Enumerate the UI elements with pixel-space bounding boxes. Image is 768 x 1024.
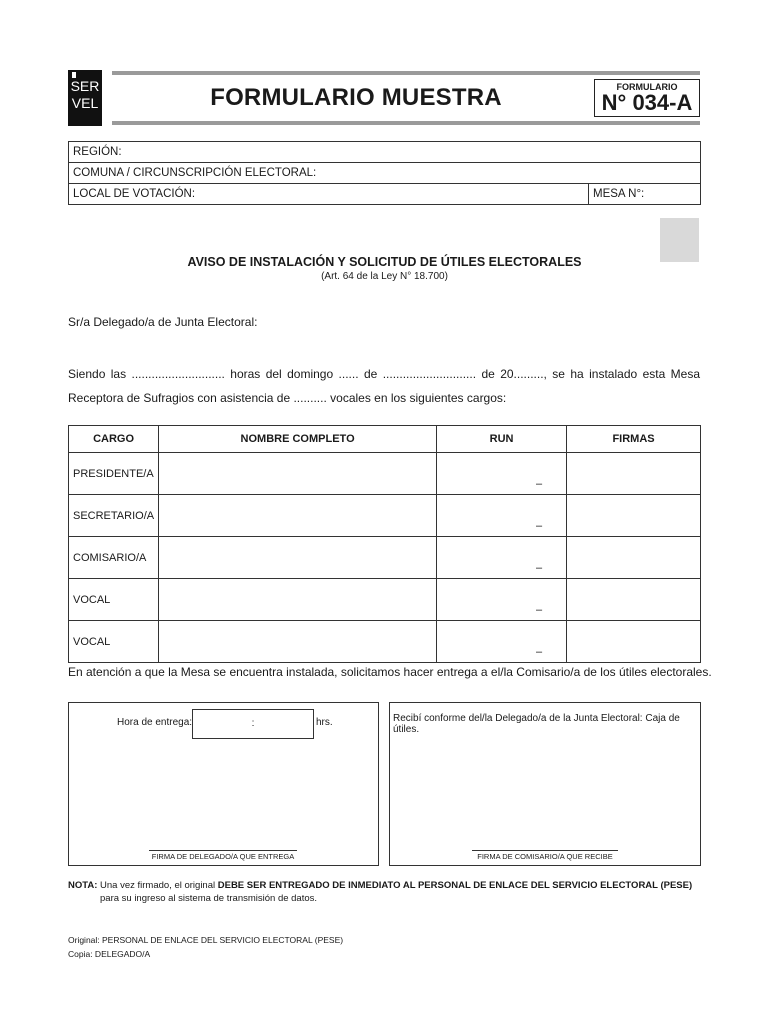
- nombre-cell[interactable]: [159, 621, 437, 663]
- col-run: RUN: [437, 426, 567, 453]
- run-cell[interactable]: –: [437, 495, 567, 537]
- logo-line1: SER: [70, 78, 100, 94]
- form-number: N° 034-A: [601, 90, 693, 115]
- nombre-cell[interactable]: [159, 537, 437, 579]
- header-rule-top: [112, 71, 700, 75]
- nota-bold: DEBE SER ENTREGADO DE INMEDIATO AL PERSONAL DE ENLACE DEL SERVICIO ELECTORAL (PESE): [217, 880, 693, 891]
- firma-cell[interactable]: [567, 453, 701, 495]
- hrs-label: hrs.: [316, 717, 333, 728]
- firma-cell[interactable]: [567, 621, 701, 663]
- table-row: [69, 453, 701, 495]
- nombre-cell[interactable]: [159, 579, 437, 621]
- firma-cell[interactable]: [567, 537, 701, 579]
- installation-paragraph: Siendo las ............................ horas del domingo ...... de ............................ de 20........., se ha instalado esta Mesa Receptora de Sufragios con asistencia de .......... vocales en los siguientes cargos:: [68, 367, 700, 405]
- location-info-table: [68, 141, 701, 205]
- request-text: En atención a que la Mesa se encuentra instalada, solicitamos hacer entrega a el/la Comisario/a de los útiles electorales.: [68, 665, 712, 679]
- servel-logo: [68, 70, 102, 126]
- section-subheading: (Art. 64 de la Ley N° 18.700): [321, 271, 448, 282]
- cargo-cell: VOCAL: [69, 579, 159, 621]
- comuna-field[interactable]: COMUNA / CIRCUNSCRIPCIÓN ELECTORAL:: [69, 163, 701, 184]
- section-heading: AVISO DE INSTALACIÓN Y SOLICITUD DE ÚTILES ELECTORALES: [187, 255, 582, 269]
- nota: [68, 879, 708, 905]
- table-row: [69, 495, 701, 537]
- header-rule-bottom: [112, 121, 700, 125]
- page-title: FORMULARIO MUESTRA: [210, 84, 502, 111]
- firma-cell[interactable]: [567, 579, 701, 621]
- run-cell[interactable]: –: [437, 579, 567, 621]
- hora-input[interactable]: :: [192, 709, 314, 739]
- footer-copia: Copia: DELEGADO/A: [68, 949, 151, 959]
- local-field[interactable]: LOCAL DE VOTACIÓN:: [69, 184, 589, 205]
- col-cargo: CARGO: [69, 426, 159, 453]
- run-cell[interactable]: –: [437, 453, 567, 495]
- region-field[interactable]: REGIÓN:: [69, 142, 701, 163]
- table-row: [69, 537, 701, 579]
- delivery-box: [68, 702, 379, 866]
- cargo-cell: COMISARIO/A: [69, 537, 159, 579]
- table-row: [69, 621, 701, 663]
- signature-line-delegado[interactable]: FIRMA DE DELEGADO/A QUE ENTREGA: [149, 850, 297, 861]
- cargo-cell: VOCAL: [69, 621, 159, 663]
- nota-text1: Una vez firmado, el original: [100, 880, 216, 891]
- footer-original: Original: PERSONAL DE ENLACE DEL SERVICIO ELECTORAL (PESE): [68, 935, 344, 945]
- nota-text2: para su ingreso al sistema de transmisión de datos.: [100, 893, 318, 904]
- form-number-box: [594, 79, 700, 117]
- firma-cell[interactable]: [567, 495, 701, 537]
- cargo-cell: SECRETARIO/A: [69, 495, 159, 537]
- cargo-cell: PRESIDENTE/A: [69, 453, 159, 495]
- col-nombre: NOMBRE COMPLETO: [159, 426, 437, 453]
- receipt-box: [389, 702, 701, 866]
- salutation: Sr/a Delegado/a de Junta Electoral:: [68, 315, 258, 329]
- logo-line2: VEL: [71, 95, 99, 111]
- run-cell[interactable]: –: [437, 537, 567, 579]
- hora-label: Hora de entrega:: [117, 717, 193, 728]
- cargo-table: [68, 425, 701, 663]
- table-header-row: [69, 426, 701, 453]
- form-label: FORMULARIO: [616, 82, 678, 92]
- nombre-cell[interactable]: [159, 495, 437, 537]
- nombre-cell[interactable]: [159, 453, 437, 495]
- col-firmas: FIRMAS: [567, 426, 701, 453]
- table-row: [69, 579, 701, 621]
- receipt-text: Recibí conforme del/la Delegado/a de la Junta Electoral: Caja de útiles.: [393, 713, 680, 735]
- signature-line-comisario[interactable]: FIRMA DE COMISARIO/A QUE RECIBE: [472, 850, 618, 861]
- mesa-field[interactable]: MESA N°:: [589, 184, 701, 205]
- run-cell[interactable]: –: [437, 621, 567, 663]
- nota-label: NOTA:: [68, 880, 98, 891]
